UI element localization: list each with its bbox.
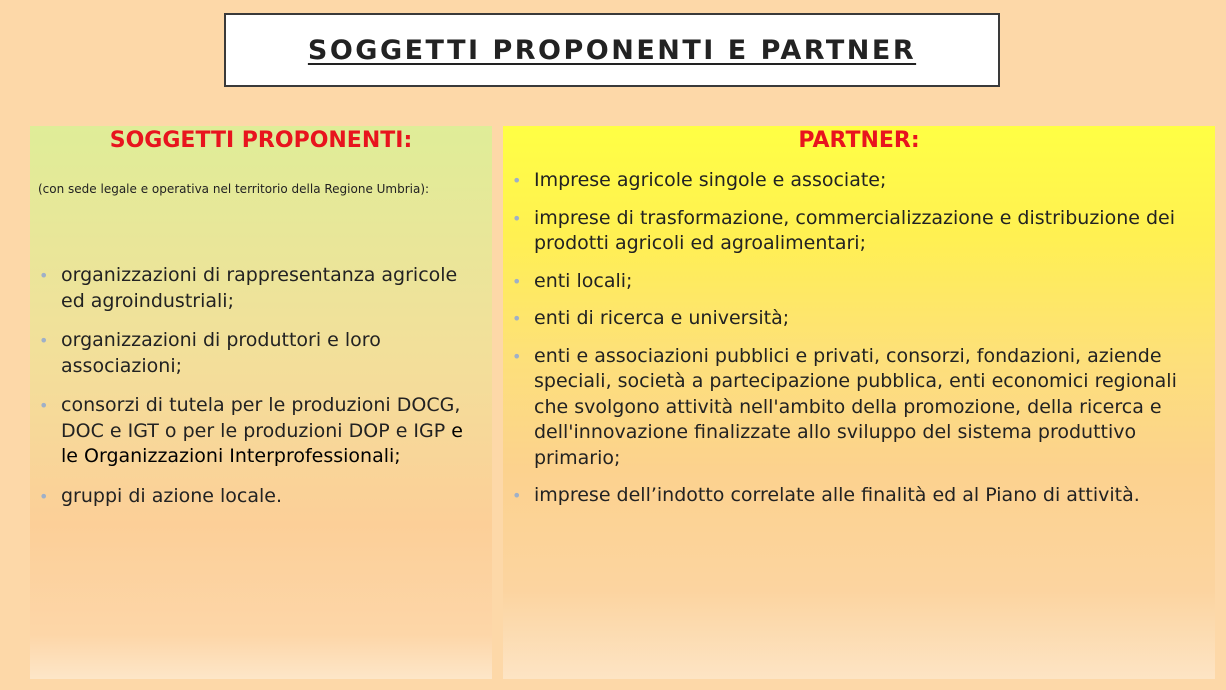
- partner-heading: PARTNER:: [798, 128, 920, 153]
- list-item: [511, 306, 1201, 332]
- list-item-text: enti e associazioni pubblici e privati, consorzi, fondazioni, aziende speciali, società a partecipazione pubblica, enti economici regionali che svolgono attività nell'ambito della promozione, della ricerca e dell'innovazione finalizzate allo sviluppo del sistema produttivo primario;: [534, 344, 1177, 469]
- bullet-icon: •: [39, 331, 49, 350]
- bullet-icon: •: [39, 486, 49, 506]
- proponents-note: (con sede legale e operativa nel territorio della Regione Umbria):: [38, 182, 430, 196]
- bullet-icon: •: [512, 271, 522, 291]
- list-item: [511, 344, 1201, 472]
- list-item-text: gruppi di azione locale.: [61, 484, 283, 507]
- proponents-list: [38, 263, 478, 523]
- bullet-icon: •: [39, 266, 49, 285]
- list-item-text: organizzazioni di produttori e loro associazioni;: [61, 329, 381, 377]
- slide-title: SOGGETTI PROPONENTI E PARTNER: [307, 34, 917, 66]
- list-item-text: Imprese agricole singole e associate;: [534, 169, 887, 191]
- list-item: [38, 393, 478, 470]
- list-item-suffix: e le Organizzazioni Interprofessionali;: [61, 419, 463, 467]
- list-item-text: consorzi di tutela per le produzioni DOCG, DOC e IGT o per le produzioni DOP e IGP: [61, 394, 461, 442]
- bullet-icon: •: [39, 396, 49, 415]
- bullet-icon: •: [512, 346, 522, 366]
- list-item-text: organizzazioni di rappresentanza agricole ed agroindustriali;: [61, 264, 458, 312]
- list-item: [511, 269, 1201, 295]
- title-box: [224, 13, 1000, 87]
- bullet-icon: •: [512, 486, 522, 505]
- list-item-text: enti di ricerca e università;: [534, 307, 790, 329]
- bullet-icon: •: [512, 171, 522, 190]
- list-item: [511, 206, 1201, 257]
- list-item: [511, 168, 1201, 194]
- list-item: [38, 328, 478, 379]
- bullet-icon: •: [512, 208, 522, 228]
- bullet-icon: •: [512, 309, 522, 328]
- partner-list: [511, 168, 1201, 521]
- list-item: [38, 484, 478, 510]
- list-item-text: imprese dell’indotto correlate alle finalità ed al Piano di attività.: [534, 484, 1140, 506]
- list-item-text: enti locali;: [534, 269, 633, 292]
- list-item: [38, 263, 478, 314]
- proponents-panel: [30, 126, 492, 679]
- list-item: [511, 483, 1201, 509]
- partner-panel: [503, 126, 1215, 679]
- list-item-text: imprese di trasformazione, commercializzazione e distribuzione dei prodotti agricoli ed agroalimentari;: [534, 206, 1175, 254]
- proponents-heading: SOGGETTI PROPONENTI:: [109, 128, 413, 153]
